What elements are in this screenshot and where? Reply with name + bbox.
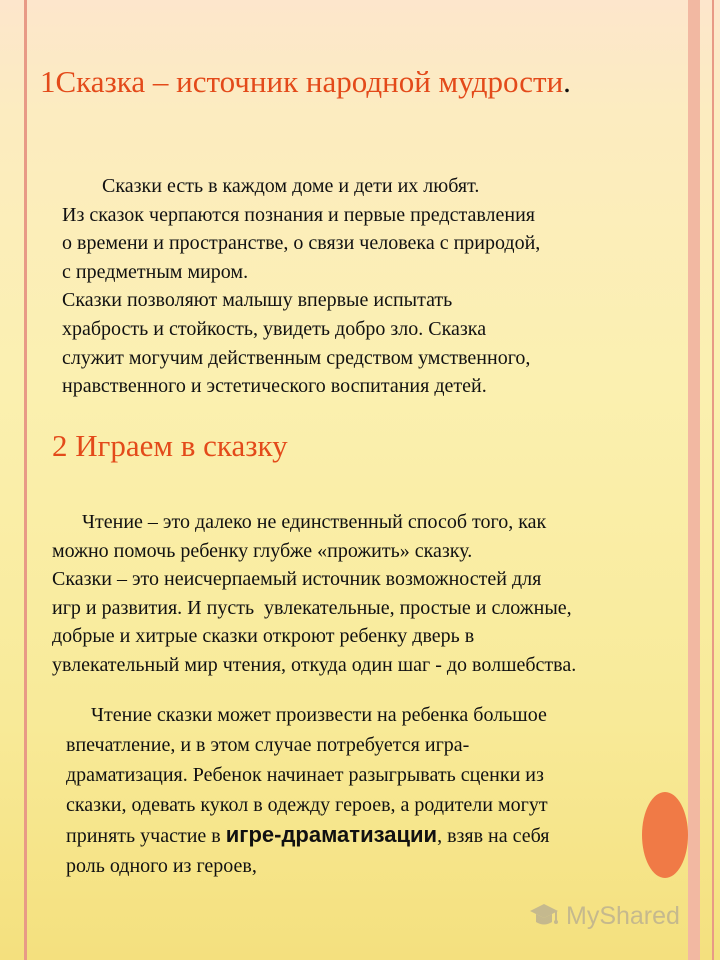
paragraph-line: Чтение – это далеко не единственный способ того, как: [52, 511, 547, 533]
myshared-watermark: [528, 898, 680, 934]
paragraph-line: с предметным миром.: [62, 260, 249, 283]
section1-paragraph: [62, 172, 540, 401]
paragraph-line: впечатление, и в этом случае потребуется игра-: [66, 734, 470, 756]
frame-line-left: [24, 0, 27, 960]
frame-band-right: [688, 0, 700, 960]
paragraph-line: драматизация. Ребенок начинает разыгрывать сценки из: [66, 764, 544, 786]
frame-line-right: [712, 0, 714, 960]
line-text-before: принять участие в: [66, 825, 226, 847]
section2-paragraph: [52, 508, 576, 680]
section2-heading: 2 Играем в сказку: [52, 428, 288, 463]
paragraph-line: увлекательный мир чтения, откуда один шаг - до волшебства.: [52, 653, 577, 676]
paragraph-line: храбрость и стойкость, увидеть добро зло. Сказка: [62, 317, 487, 340]
paragraph-line: Сказки позволяют малышу впервые испытать: [62, 289, 453, 312]
mortarboard-icon: [528, 900, 560, 932]
paragraph-line: игр и развития. И пусть увлекательные, простые и сложные,: [52, 596, 572, 619]
section1-heading: [40, 64, 571, 100]
paragraph-line: можно помочь ребенку глубже «прожить» сказку.: [52, 539, 473, 562]
paragraph-line: роль одного из героев,: [66, 855, 257, 877]
paragraph-line-with-emphasis: [66, 820, 550, 851]
watermark-text: MyShared: [566, 901, 680, 930]
paragraph-line: о времени и пространстве, о связи человека с природой,: [62, 232, 541, 255]
paragraph-line: сказки, одевать кукол в одежду героев, а родители могут: [66, 794, 548, 816]
paragraph-line: служит могучим действенным средством умственного,: [62, 346, 531, 369]
paragraph-line: Сказки – это неисчерпаемый источник возможностей для: [52, 568, 542, 591]
paragraph-line: Из сказок черпаются познания и первые представления: [62, 203, 535, 226]
paragraph-line: Сказки есть в каждом доме и дети их любят.: [62, 175, 480, 197]
section1-heading-text: 1Сказка – источник народной мудрости: [40, 64, 564, 99]
paragraph-line: Чтение сказки может произвести на ребенка большое: [66, 704, 547, 726]
line-text-after: , взяв на себя: [437, 825, 550, 847]
paragraph-line: добрые и хитрые сказки откроют ребенку дверь в: [52, 625, 475, 648]
section3-paragraph: [66, 700, 550, 881]
orange-oval-shape: [642, 792, 688, 878]
section1-heading-dot: .: [563, 64, 571, 99]
paragraph-line: нравственного и эстетического воспитания детей.: [62, 375, 487, 398]
emphasized-term: игре-драматизации: [225, 822, 438, 847]
